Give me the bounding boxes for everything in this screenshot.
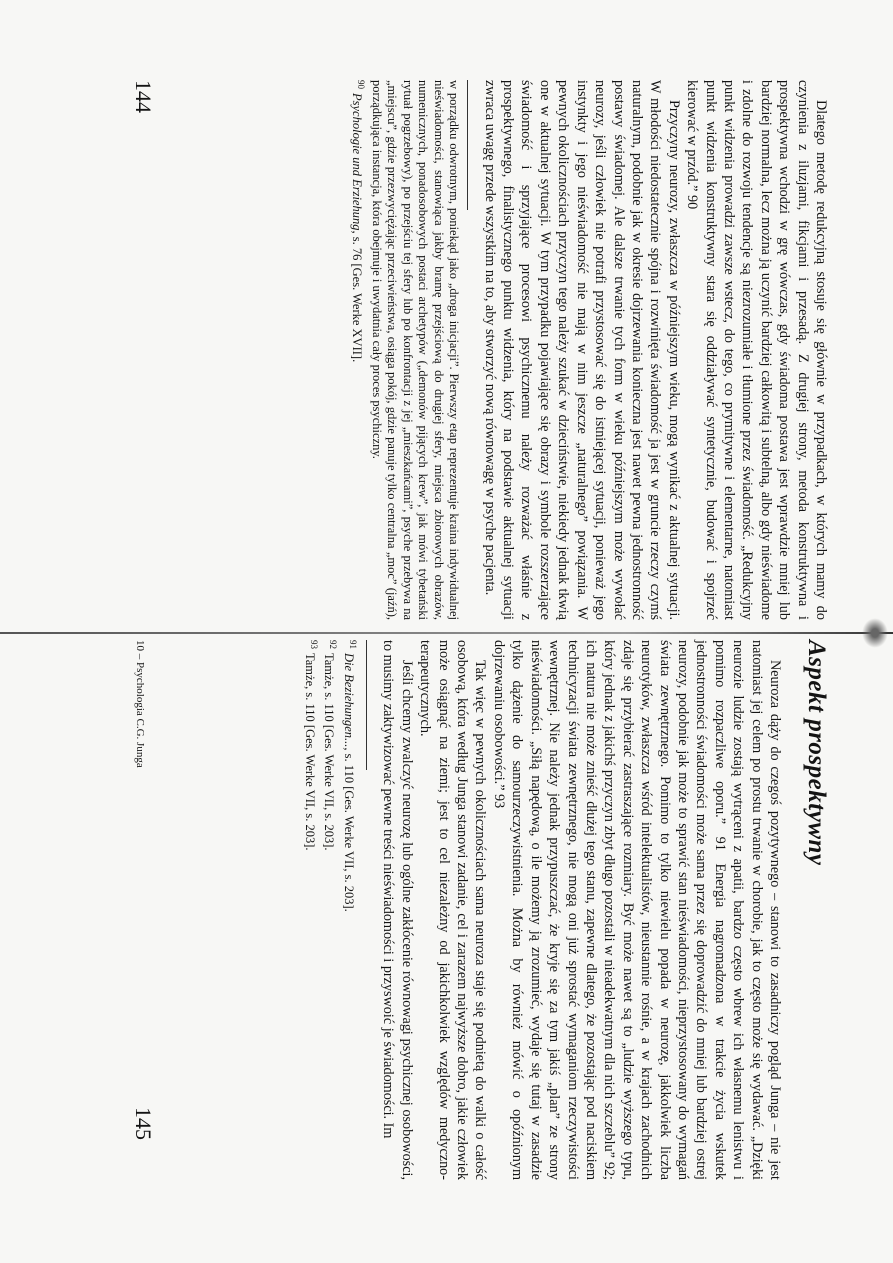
footnote-number: 93: [308, 640, 319, 649]
book-gutter-line: [0, 632, 893, 634]
paragraph-activate-contents: Jeśli chcemy zwalczyć neurozę lub ogólne zakłócenie równowagi psychicznej osobowości, to musimy zaktywizować pewne treści nieświadomości i przyswoić je świadomości. Im: [380, 640, 415, 1180]
section-heading: Aspekt prospektywny: [803, 640, 830, 866]
footnote-rest: , s. 110 [Ges. Werke VII, s. 203].: [341, 747, 356, 912]
paragraph-neurosis-causes: Przyczyny neurozy, zwłaszcza w późniejszym wieku, mogą wynikać z aktualnej sytuacji. W młodości niedostatecznie spójna i rozwinięta świadomość ja jest w gruncie rzeczy czymś naturalnym, podobnie jak w okresie dojrzewania konieczna jest nawet pewna jednostronność postawy świadomej. Ale dalsze trwanie tych form w wieku późniejszym może wywołać neurozy, jeśli człowiek nie potrafi przystosować się do istniejącej sytuacji, ponieważ jego instynkty i jego nieświadomość nie mają w nim jeszcze „naturalnego” powiązania. W pewnych okolicznościach przyczyn tego należy szukać w dzieciństwie, niekiedy jednak tkwią one w aktualnej sytuacji. W tym przypadku pojawiające się obrazy i symbole rozszerzające świadomość i sprzyjające procesowi psychicznemu należy rozważać właśnie z prospektywnego, finalistycznego punktu widzenia, który na podstawie aktualnej sytuacji zwraca uwagę przede wszystkim na to, aby stworzyć nową równowagę w psyche pacjenta.: [481, 80, 682, 620]
footnote-number: 90: [356, 80, 367, 89]
footnote-rest: , s. 76 [Ges. Werke XVII].: [350, 230, 365, 363]
page-145: [70, 640, 830, 1180]
footnote-divider: [467, 80, 468, 210]
page-144: [70, 80, 830, 620]
page-number: 145: [131, 1107, 156, 1140]
gutter-mark: [862, 618, 888, 648]
footnote-title: Psychologie und Erziehung: [350, 93, 365, 231]
footnote-92: [321, 640, 341, 1180]
running-footer: 10 – Psychologia C.G. Junga: [134, 640, 146, 768]
footnote-divider: [366, 640, 367, 770]
footnote-rest: Tamże, s. 110 [Ges. Werke VII, s. 203].: [322, 653, 337, 851]
paragraph-reductive-method: Dlatego metodę redukcyjną stosuje się głównie w przypadkach, w których mamy do czynienia z iluzjami, fikcjami i przesadą. Z drugiej strony, metoda konstruktywna i prospektywna wchodzi w grę wówczas, gdy świadoma postawa jest wprawdzie mniej lub bardziej normalna, lecz można ją uczynić bardziej całkowitą i subtelną, albo gdy nieświadome i zdolne do rozwoju tendencje są niezrozumiałe i tłumione przez świadomość. „Redukcyjny punkt widzenia prowadzi zawsze wstecz, do tego, co prymitywne i elementarne, natomiast punkt widzenia konstruktywny stara się oddziaływać syntetycznie, budować i spojrzeć kierować w przód.” 90: [684, 80, 829, 620]
footnote-title: Die Beziehungen...: [341, 653, 356, 748]
page-number: 144: [131, 80, 156, 113]
footnote-rest: Tamże, s. 110 [Ges. Werke VII, s. 203].: [302, 653, 317, 851]
paragraph-struggle-wholeness: Tak więc w pewnych okolicznościach sama neuroza staje się podnietą do walki o całość osobową, która według Junga stanowi zadanie, cel i zarazem najwyższe dobro, jakie człowiek może osiągnąć na ziemi; jest to cel niezależny od jakichkolwiek względów medyczno-terapeutycznych.: [417, 640, 489, 1180]
paragraph-neurosis-positive: Neuroza dąży do czegoś pozytywnego – stanowi to zasadniczy pogląd Junga – nie jest natomiast jej celem po prostu trwanie w chorobie, jak to często może się wydawać. „Dzięki neurozie ludzie zostają wytrąceni z apatii, bardzo często wbrew ich własnemu lenistwu i pomimo rozpaczliwe oporu.” 91 Energia nagromadzona w trakcie życia wskutek jednostronności świadomości może sama przez się doprowadzić do mniej lub bardziej ostrej neurozy, podobnie jak może to sprawić stan nieświadomości, nieprzystosowany do wymagań świata zewnętrznego. Pomimo to tylko niewielu popada w neurozę, jakkolwiek liczba neurotyków, zwłaszcza wśród intelektualistów, nieustannie rośnie, a w krajach zachodnich zdaje się przybierać zastraszające rozmiary. Być może nawet są to „ludzie wyższego typu, który jednak z jakichś przyczyn zbyt długo pozostali w nieadekwatnym dla nich szczeblu” 92; ich natura nie może znieść dłużej tego stanu, zapewne dlatego, że pozostając pod naciskiem technicyzacji świata zewnętrznego, nie mogą oni już sprostać wymaganiom rzeczywistości wewnętrznej. Nie należy jednak przypuszczać, że kryje się za tym jakiś „plan” ze strony nieświadomości. „Siłą napędową, o ile możemy ją zrozumieć, wydaje się tutaj w zasadzie tylko dążenie do samourzeczywistnienia. Można by również mówić o opóźnionym dojrzewaniu osobowości.” 93: [490, 640, 783, 1180]
footnote-90: [349, 80, 369, 620]
footnote-93: [301, 640, 321, 1180]
footnote-number: 92: [328, 640, 339, 649]
footnote-number: 91: [348, 640, 359, 649]
footnote-continuation: w porządku odwrotnym, poniekąd jako „droga inicjacji”. Pierwszy etap reprezentuje kraina indywidualnej nieświadomości, stanowiąca jakby bramę przejściową do drugiej sfery, miejsca zbiorowych obrazów, numenicznych, ponadosobowych postaci archetypów („demonów pijących krew”, jak mówi tybetański rytuał pogrzebowy), po przejściu tej sfery lub po konfrontacji z jej „mieszkańcami”, psyche przebywa na „miejscu”, gdzie przezwyciężając przeciwieństwa, osiąga pokój, gdzie panuje tylko centralna „moc” (jaźń), porządkująca instancja, która obejmuje i uwydatnia cały proces psychiczny.: [369, 80, 462, 620]
footnote-91: [340, 640, 360, 1180]
